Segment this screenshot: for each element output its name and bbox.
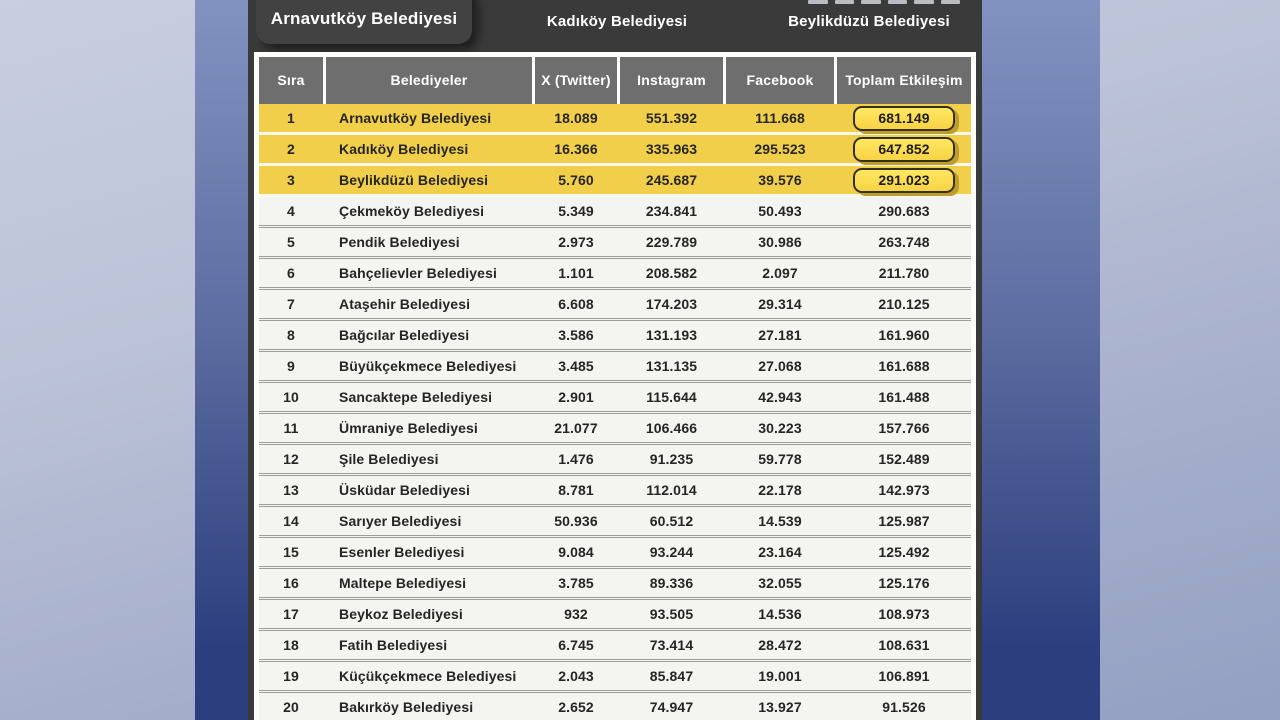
table-row bbox=[259, 259, 971, 290]
rank-cell: 8 bbox=[287, 327, 295, 343]
municipality-name: Esenler Belediyesi bbox=[339, 544, 465, 560]
instagram-value: 93.244 bbox=[649, 544, 694, 560]
column-header-belediyeler: Belediyeler bbox=[326, 57, 532, 104]
table-row bbox=[259, 197, 971, 228]
total-value: 91.526 bbox=[882, 699, 926, 715]
content-panel bbox=[248, 0, 982, 720]
municipality-name: Beykoz Belediyesi bbox=[339, 606, 463, 622]
facebook-value: 32.055 bbox=[758, 575, 802, 591]
clipped-text-remnant bbox=[808, 0, 960, 4]
instagram-value: 115.644 bbox=[646, 389, 697, 405]
instagram-value: 89.336 bbox=[649, 575, 694, 591]
instagram-value: 85.847 bbox=[649, 668, 694, 684]
facebook-value: 39.576 bbox=[758, 172, 802, 188]
rank-cell: 4 bbox=[287, 203, 295, 219]
table-row bbox=[259, 290, 971, 321]
rank-cell: 2 bbox=[287, 141, 295, 157]
rank-cell: 5 bbox=[287, 234, 295, 250]
municipality-name: Kadıköy Belediyesi bbox=[339, 141, 469, 157]
rank-cell: 15 bbox=[283, 544, 299, 560]
facebook-value: 23.164 bbox=[758, 544, 802, 560]
facebook-value: 27.068 bbox=[758, 358, 802, 374]
facebook-value: 22.178 bbox=[758, 482, 802, 498]
instagram-value: 93.505 bbox=[649, 606, 694, 622]
municipality-name: Ümraniye Belediyesi bbox=[339, 420, 478, 436]
facebook-value: 27.181 bbox=[758, 327, 802, 343]
instagram-value: 551.392 bbox=[645, 110, 698, 126]
instagram-value: 112.014 bbox=[646, 482, 697, 498]
rank-cell: 13 bbox=[283, 482, 299, 498]
rank-cell: 3 bbox=[287, 172, 295, 188]
municipality-name: Bahçelievler Belediyesi bbox=[339, 265, 497, 281]
facebook-value: 59.778 bbox=[758, 451, 802, 467]
table-row bbox=[259, 569, 971, 600]
total-value: 211.780 bbox=[878, 265, 930, 281]
twitter-value: 2.652 bbox=[558, 699, 594, 715]
table-row bbox=[259, 445, 971, 476]
twitter-value: 9.084 bbox=[558, 544, 594, 560]
municipality-name: Pendik Belediyesi bbox=[339, 234, 460, 250]
municipality-name: Sarıyer Belediyesi bbox=[339, 513, 462, 529]
total-value bbox=[837, 168, 971, 193]
facebook-value: 14.536 bbox=[758, 606, 802, 622]
facebook-value: 111.668 bbox=[755, 110, 805, 126]
instagram-value: 60.512 bbox=[649, 513, 694, 529]
table-row bbox=[259, 693, 971, 720]
total-value: 125.176 bbox=[878, 575, 930, 591]
municipality-name: Şile Belediyesi bbox=[339, 451, 439, 467]
twitter-value: 21.077 bbox=[554, 420, 598, 436]
table-row bbox=[259, 383, 971, 414]
total-value: 161.488 bbox=[878, 389, 930, 405]
column-header-instagram: Instagram bbox=[620, 57, 723, 104]
total-value bbox=[837, 137, 971, 162]
total-value: 161.688 bbox=[878, 358, 930, 374]
municipality-name: Fatih Belediyesi bbox=[339, 637, 448, 653]
table-row bbox=[259, 538, 971, 569]
tab-arnavutkoy-label: Arnavutköy Belediyesi bbox=[270, 9, 458, 28]
total-value: 125.492 bbox=[878, 544, 930, 560]
total-value bbox=[837, 106, 971, 131]
tab-arnavutkoy bbox=[256, 0, 472, 44]
instagram-value: 91.235 bbox=[649, 451, 694, 467]
table-row bbox=[259, 414, 971, 445]
municipality-name: Ataşehir Belediyesi bbox=[339, 296, 471, 312]
municipality-name: Arnavutköy Belediyesi bbox=[339, 110, 492, 126]
table-row bbox=[259, 166, 971, 197]
rank-cell: 14 bbox=[283, 513, 299, 529]
rank-cell: 16 bbox=[283, 575, 299, 591]
table-header bbox=[259, 57, 971, 104]
instagram-value: 131.135 bbox=[645, 358, 698, 374]
twitter-value: 5.349 bbox=[558, 203, 594, 219]
facebook-value: 2.097 bbox=[762, 265, 798, 281]
municipality-name: Sancaktepe Belediyesi bbox=[339, 389, 493, 405]
twitter-value: 1.101 bbox=[558, 265, 594, 281]
facebook-value: 19.001 bbox=[758, 668, 802, 684]
table-body bbox=[259, 104, 971, 720]
instagram-value: 174.203 bbox=[645, 296, 698, 312]
twitter-value: 932 bbox=[564, 606, 588, 622]
top-bar bbox=[248, 0, 982, 52]
total-value: 263.748 bbox=[878, 234, 930, 250]
column-header-x-twitter: X (Twitter) bbox=[535, 57, 617, 104]
twitter-value: 6.608 bbox=[558, 296, 594, 312]
municipality-name: Çekmeköy Belediyesi bbox=[339, 203, 485, 219]
twitter-value: 3.586 bbox=[558, 327, 594, 343]
bar-label-kadikoy: Kadıköy Belediyesi bbox=[546, 13, 688, 30]
instagram-value: 245.687 bbox=[645, 172, 698, 188]
instagram-value: 208.582 bbox=[645, 265, 698, 281]
twitter-value: 2.901 bbox=[558, 389, 594, 405]
instagram-value: 74.947 bbox=[649, 699, 694, 715]
municipality-name: Bakırköy Belediyesi bbox=[339, 699, 474, 715]
facebook-value: 29.314 bbox=[758, 296, 802, 312]
total-value: 108.973 bbox=[878, 606, 930, 622]
facebook-value: 50.493 bbox=[758, 203, 802, 219]
instagram-value: 131.193 bbox=[645, 327, 698, 343]
instagram-value: 335.963 bbox=[645, 141, 698, 157]
bar-label-beylikduzu: Beylikdüzü Belediyesi bbox=[788, 13, 950, 30]
total-value: 157.766 bbox=[878, 420, 930, 436]
total-value: 142.973 bbox=[878, 482, 930, 498]
municipality-name: Küçükçekmece Belediyesi bbox=[339, 668, 517, 684]
total-value: 152.489 bbox=[878, 451, 930, 467]
facebook-value: 14.539 bbox=[758, 513, 802, 529]
rank-cell: 1 bbox=[287, 110, 295, 126]
total-value: 106.891 bbox=[878, 668, 930, 684]
rank-cell: 7 bbox=[287, 296, 295, 312]
twitter-value: 1.476 bbox=[558, 451, 594, 467]
twitter-value: 3.485 bbox=[558, 358, 594, 374]
table-row bbox=[259, 631, 971, 662]
total-value: 290.683 bbox=[878, 203, 930, 219]
twitter-value: 2.973 bbox=[558, 234, 594, 250]
instagram-value: 73.414 bbox=[649, 637, 694, 653]
column-header-toplam-etkilesim: Toplam Etkileşim bbox=[837, 57, 971, 104]
twitter-value: 2.043 bbox=[558, 668, 594, 684]
facebook-value: 13.927 bbox=[758, 699, 802, 715]
table-row bbox=[259, 321, 971, 352]
table-row bbox=[259, 662, 971, 693]
twitter-value: 5.760 bbox=[558, 172, 594, 188]
twitter-value: 18.089 bbox=[554, 110, 598, 126]
table-row bbox=[259, 600, 971, 631]
column-header-sira: Sıra bbox=[259, 57, 323, 104]
table-row bbox=[259, 104, 971, 135]
rank-cell: 19 bbox=[283, 668, 299, 684]
twitter-value: 3.785 bbox=[558, 575, 594, 591]
table-card bbox=[254, 52, 976, 720]
municipality-name: Büyükçekmece Belediyesi bbox=[339, 358, 517, 374]
twitter-value: 8.781 bbox=[558, 482, 594, 498]
total-value: 210.125 bbox=[878, 296, 930, 312]
table-row bbox=[259, 135, 971, 166]
total-badge: 291.023 bbox=[853, 168, 955, 193]
total-value: 125.987 bbox=[878, 513, 930, 529]
rank-cell: 12 bbox=[283, 451, 299, 467]
total-badge: 647.852 bbox=[853, 137, 955, 162]
total-value: 108.631 bbox=[878, 637, 930, 653]
rank-cell: 6 bbox=[287, 265, 295, 281]
facebook-value: 42.943 bbox=[758, 389, 802, 405]
municipality-name: Maltepe Belediyesi bbox=[339, 575, 467, 591]
facebook-value: 30.223 bbox=[758, 420, 802, 436]
municipality-name: Beylikdüzü Belediyesi bbox=[339, 172, 489, 188]
twitter-value: 6.745 bbox=[558, 637, 594, 653]
table-row bbox=[259, 507, 971, 538]
rank-cell: 18 bbox=[283, 637, 299, 653]
facebook-value: 295.523 bbox=[754, 141, 806, 157]
table-row bbox=[259, 228, 971, 259]
column-header-facebook: Facebook bbox=[726, 57, 834, 104]
twitter-value: 50.936 bbox=[554, 513, 598, 529]
municipality-name: Bağcılar Belediyesi bbox=[339, 327, 470, 343]
table-row bbox=[259, 352, 971, 383]
rank-cell: 11 bbox=[283, 420, 299, 436]
rank-cell: 9 bbox=[287, 358, 295, 374]
instagram-value: 106.466 bbox=[645, 420, 698, 436]
rank-cell: 20 bbox=[283, 699, 299, 715]
rank-cell: 10 bbox=[283, 389, 299, 405]
rank-cell: 17 bbox=[283, 606, 299, 622]
facebook-value: 28.472 bbox=[758, 637, 802, 653]
table-row bbox=[259, 476, 971, 507]
instagram-value: 234.841 bbox=[645, 203, 698, 219]
total-value: 161.960 bbox=[878, 327, 930, 343]
facebook-value: 30.986 bbox=[758, 234, 802, 250]
twitter-value: 16.366 bbox=[554, 141, 598, 157]
instagram-value: 229.789 bbox=[645, 234, 698, 250]
total-badge: 681.149 bbox=[853, 106, 955, 131]
municipality-name: Üsküdar Belediyesi bbox=[339, 482, 470, 498]
